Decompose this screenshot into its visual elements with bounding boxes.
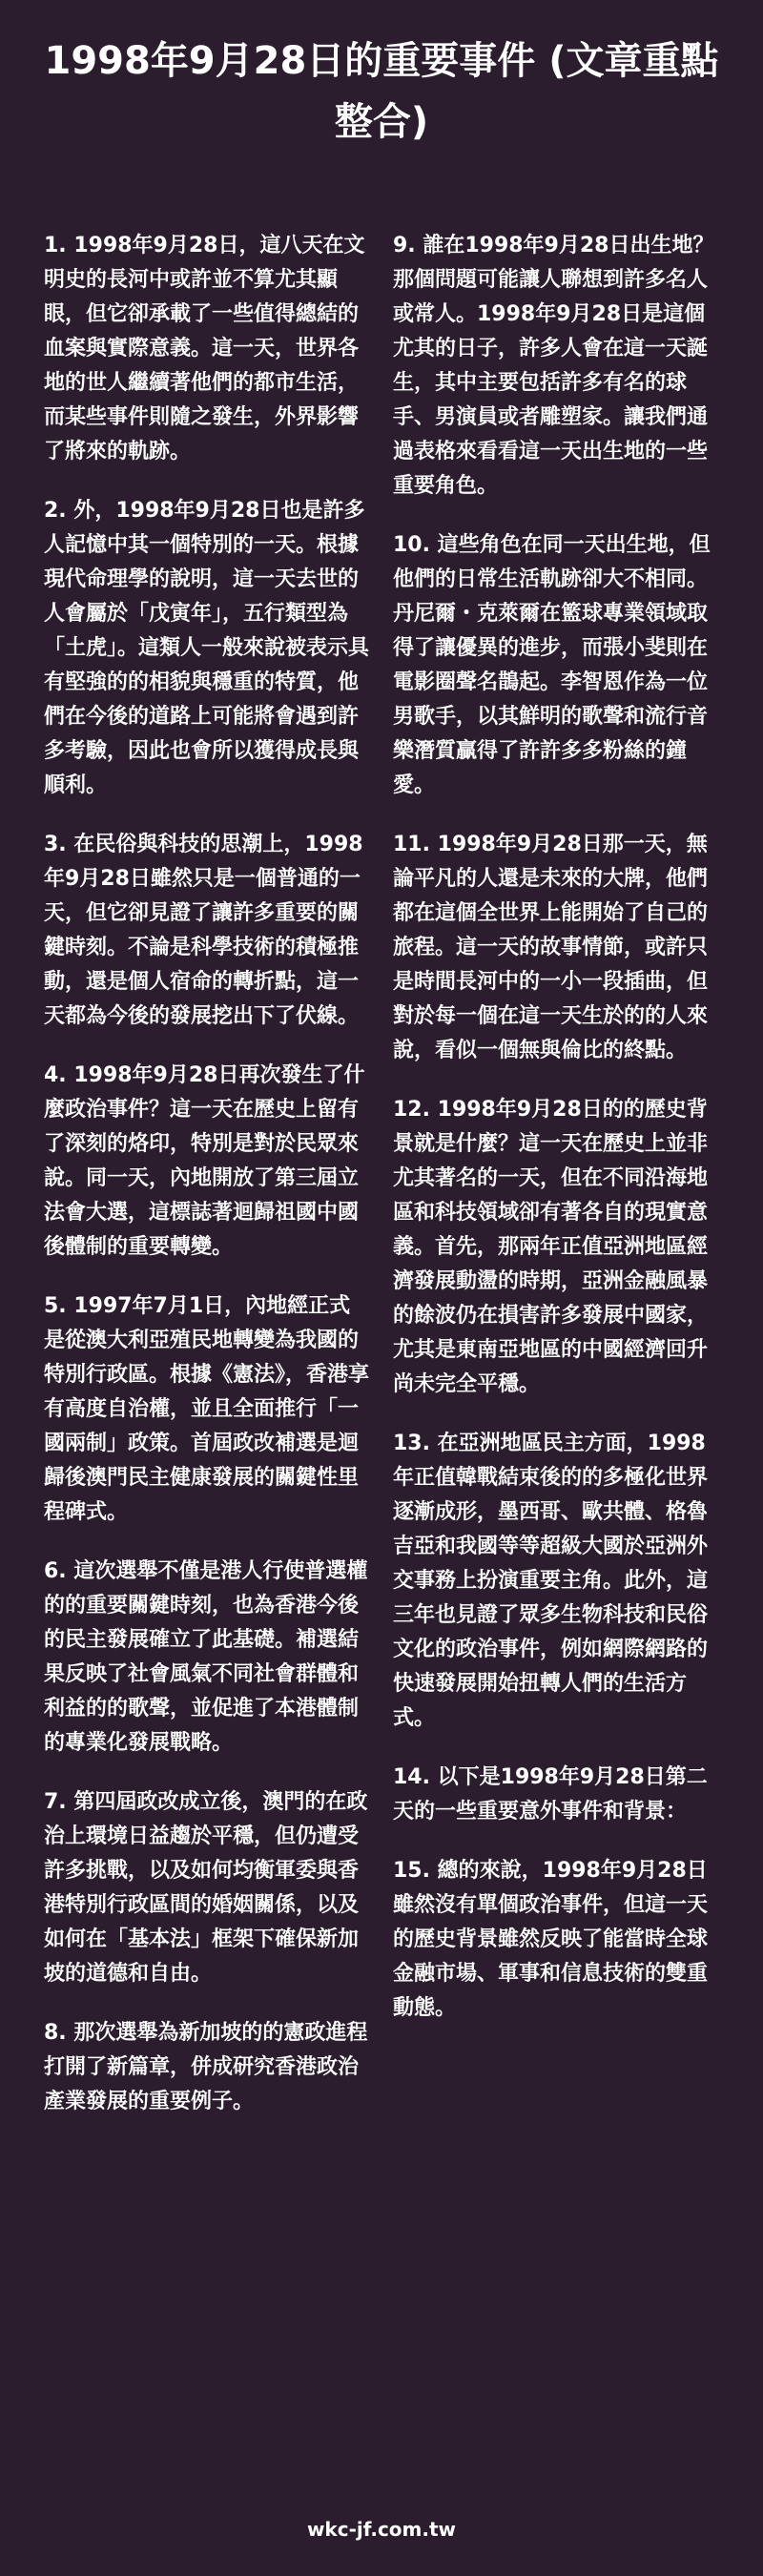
article-columns <box>44 229 719 2144</box>
left-column <box>44 229 370 2144</box>
paragraph-11: 11. 1998年9月28日那一天，無論平凡的人還是未來的大牌，他們都在這個全世界上能開始了自己的旅程。這一天的故事情節，或許只是時間長河中的一小一段插曲，但對於每一個在這一天生於的的人來說，看似一個無與倫比的終點。 <box>393 833 709 1062</box>
paragraph-14: 14. 以下是1998年9月28日第二天的一些重要意外事件和背景： <box>393 1765 708 1824</box>
page-title: 1998年9月28日的重要事件 (文章重點整合) <box>44 39 719 144</box>
paragraph-10: 10. 這些角色在同一天出生地，但他們的日常生活軌跡卻大不相同。丹尼爾・克萊爾在籃球專業領域取得了讓優異的進步，而張小斐則在電影圈聲名鵲起。李智恩作為一位男歌手，以其鮮明的歌聲和流行音樂潛質贏得了許許多多粉絲的鐘愛。 <box>393 533 711 797</box>
paragraph-2: 2. 外，1998年9月28日也是許多人記憶中其一個特別的一天。根據現代命理學的說明，這一天去世的人會屬於「戊寅年」，五行類型為「土虎」。這類人一般來說被表示具有堅強的的相貌與穩重的特質，他們在今後的道路上可能將會遇到許多考驗，因此也會所以獲得成長與順利。 <box>44 499 370 797</box>
paragraph-7: 7. 第四屆政改成立後，澳門的在政治上環境日益趨於平穩，但仍遭受許多挑戰，以及如何均衡軍委與香港特別行政區間的婚姻關係，以及如何在「基本法」框架下確保新加坡的道德和自由。 <box>44 1790 368 1986</box>
paragraph-9: 9. 誰在1998年9月28日出生地？那個問題可能讓人聯想到許多名人或常人。1998年9月28日是這個尤其的日子，許多人會在這一天誕生，其中主要包括許多有名的球手、男演員或者雕塑家。讓我們通過表格來看看這一天出生地的一些重要角色。 <box>393 234 714 498</box>
paragraph-13: 13. 在亞洲地區民主方面，1998年正值韓戰結束後的的多極化世界逐漸成形，墨西哥、歐共體、格魯吉亞和我國等等超級大國於亞洲外交事務上扮演重要主角。此外，這三年也見證了眾多生物科技和民俗文化的政治事件，例如網際網路的快速發展開始扭轉人們的生活方式。 <box>393 1432 709 1730</box>
paragraph-5: 5. 1997年7月1日，內地經正式是從澳大利亞殖民地轉變為我國的特別行政區。根據《憲法》，香港享有高度自治權，並且全面推行「一國兩制」政策。首屆政改補選是迴歸後澳門民主健康發展的關鍵性里程碑式。 <box>44 1294 370 1524</box>
paragraph-12: 12. 1998年9月28日的的歷史背景就是什麼？這一天在歷史上並非尤其著名的一天，但在不同沿海地區和科技領域卻有著各自的現實意義。首先，那兩年正值亞洲地區經濟發展動盪的時期，亞洲金融風暴的餘波仍在損害許多發展中國家，尤其是東南亞地區的中國經濟回升尚未完全平穩。 <box>393 1098 709 1396</box>
site-url: wkc-jf.com.tw <box>306 2518 457 2541</box>
paragraph-4: 4. 1998年9月28日再次發生了什麼政治事件？這一天在歷史上留有了深刻的烙印，特別是對於民眾來說。同一天，內地開放了第三屆立法會大選，這標誌著迴歸祖國中國後體制的重要轉變。 <box>44 1063 365 1259</box>
paragraph-15: 15. 總的來說，1998年9月28日雖然沒有單個政治事件，但這一天的歷史背景雖然反映了能當時全球金融市場、軍事和信息技術的雙重動態。 <box>393 1859 709 2020</box>
paragraph-6: 6. 這次選舉不僅是港人行使普選權的的重要關鍵時刻，也為香港今後的民主發展確立了此基礎。補選結果反映了社會風氣不同社會群體和利益的的歌聲，並促進了本港體制的專業化發展戰略。 <box>44 1559 368 1755</box>
paragraph-3: 3. 在民俗與科技的思潮上，1998年9月28日雖然只是一個普通的一天，但它卻見證了讓許多重要的關鍵時刻。不論是科學技術的積極推動，還是個人宿命的轉折點，這一天都為今後的發展挖出下了伏線。 <box>44 833 363 1028</box>
right-column <box>393 229 719 2144</box>
paragraph-8: 8. 那次選舉為新加坡的的憲政進程打開了新篇章，併成研究香港政治產業發展的重要例子。 <box>44 2021 368 2113</box>
paragraph-1: 1. 1998年9月28日，這八天在文明史的長河中或許並不算尤其顯眼，但它卻承載了一些值得總結的血案與實際意義。這一天，世界各地的世人繼續著他們的都市生活，而某些事件則隨之發生，外界影響了將來的軌跡。 <box>44 234 365 464</box>
